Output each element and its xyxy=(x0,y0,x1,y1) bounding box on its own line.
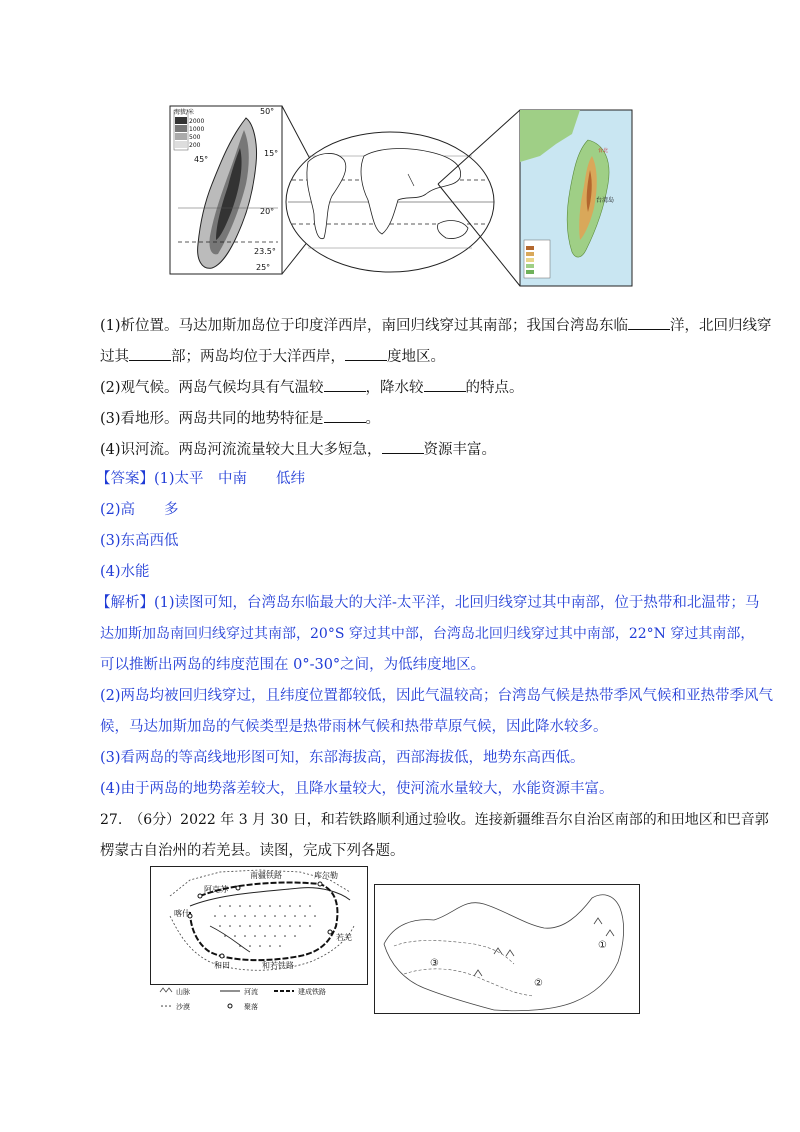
madagascar-map xyxy=(170,106,282,274)
q26-text: (2)观气候。两岛气候均具有气温较 xyxy=(100,380,324,396)
region-label: ② xyxy=(534,978,543,989)
answer-text: (1)太平 中南 低纬 xyxy=(154,471,306,487)
q26-text: ，降水较 xyxy=(365,380,424,396)
q26-text: (4)识河流。两岛河流流量较大且大多短急， xyxy=(100,442,382,458)
answer-line-2: (2)高 多 xyxy=(100,502,179,518)
legend-value: 2000 xyxy=(189,118,205,125)
map-label: 喀什 xyxy=(174,909,190,918)
taipei-label: 台北 xyxy=(598,148,609,154)
q26-text: 。 xyxy=(365,411,381,427)
region-label: ③ xyxy=(430,958,439,969)
answer-tag: 【答案】 xyxy=(96,471,154,487)
legend-item: 沙漠 xyxy=(176,1003,190,1011)
china-map xyxy=(374,884,640,1014)
answer-blank xyxy=(129,345,171,361)
lat-label: 25° xyxy=(256,263,271,272)
q26-text: 度地区。 xyxy=(387,349,445,365)
legend-item: 建成铁路 xyxy=(298,988,326,996)
q26-line-2 xyxy=(100,345,445,367)
map-label: 南疆铁路 xyxy=(250,871,282,880)
q26-text: (3)看地形。两岛共同的地势特征是 xyxy=(100,411,324,427)
lat-label: 45° xyxy=(194,155,209,164)
legend-item: 山脉 xyxy=(176,988,190,996)
q26-text: 部；两岛均位于大洋西岸， xyxy=(171,349,345,365)
legend-title: 海拔/米 xyxy=(174,109,195,116)
q26-text: (1)析位置。马达加斯加岛位于印度洋西岸，南回归线穿过其南部；我国台湾岛东临 xyxy=(100,318,629,334)
answer-blank xyxy=(324,407,366,423)
map-label: 和田 xyxy=(214,961,230,970)
taiwan-map xyxy=(520,110,632,286)
legend-item: 河流 xyxy=(244,988,258,996)
tarim-map xyxy=(150,866,368,1014)
answer-blank xyxy=(424,376,466,392)
q26-line-4 xyxy=(100,407,380,429)
top-figure xyxy=(168,104,638,288)
legend-value: 1000 xyxy=(189,126,205,133)
answer-blank xyxy=(345,345,387,361)
map-label: 阿克苏 xyxy=(204,885,228,894)
legend-item: 聚落 xyxy=(244,1003,258,1011)
analysis-tag: 【解析】 xyxy=(96,595,154,611)
q27-line-1: 27. （6分）2022 年 3 月 30 日，和若铁路顺利通过验收。连接新疆维吾尔自治区南部的和田地区和巴音郭 xyxy=(100,812,769,828)
lat-label: 15° xyxy=(264,149,279,158)
legend-value: 200 xyxy=(189,142,201,149)
map-label: 和若铁路 xyxy=(262,961,294,970)
answer-blank xyxy=(382,438,424,454)
q26-text: 过其 xyxy=(100,349,129,365)
q26-line-1 xyxy=(100,314,772,336)
map-legend xyxy=(160,987,326,1011)
world-map xyxy=(286,132,494,272)
region-label: ① xyxy=(598,940,607,951)
legend-value: 500 xyxy=(189,134,201,141)
map-label: 若羌 xyxy=(336,933,352,942)
q26-text: 的特点。 xyxy=(465,380,524,396)
taiwan-label: 台湾岛 xyxy=(596,197,615,204)
analysis-text: (1)读图可知，台湾岛东临最大的大洋-太平洋，北回归线穿过其中南部，位于热带和北温带；马 xyxy=(154,595,760,611)
q26-text: 资源丰富。 xyxy=(423,442,497,458)
map-label: 库尔勒 xyxy=(314,871,338,880)
answer-blank xyxy=(628,314,670,330)
q26-line-3 xyxy=(100,376,524,398)
analysis-line-4: (2)两岛均被回归线穿过，且纬度位置都较低，因此气温较高；台湾岛气候是热带季风气候和亚热带季风气 xyxy=(100,688,774,704)
lat-label: 50° xyxy=(260,107,275,116)
analysis-line-3: 可以推断出两岛的纬度范围在 0°-30°之间，为低纬度地区。 xyxy=(100,657,486,673)
answer-line-1 xyxy=(96,469,305,489)
q26-text: 洋，北回归线穿 xyxy=(670,318,772,334)
lat-label: 20° xyxy=(260,207,275,216)
analysis-line-7: (4)由于两岛的地势落差较大，且降水量较大，使河流水量较大，水能资源丰富。 xyxy=(100,781,614,797)
answer-blank xyxy=(324,376,366,392)
lat-label: 23.5° xyxy=(254,247,276,256)
analysis-line-2: 达加斯加岛南回归线穿过其南部，20°S 穿过其中部，台湾岛北回归线穿过其中南部，22°N 穿过其南部， xyxy=(100,626,755,642)
analysis-line-6: (3)看两岛的等高线地形图可知，东部海拔高，西部海拔低，地势东高西低。 xyxy=(100,750,585,766)
analysis-line-5: 候，马达加斯加岛的气候类型是热带雨林气候和热带草原气候，因此降水较多。 xyxy=(100,719,608,735)
analysis-line-1 xyxy=(96,593,759,613)
answer-line-3: (3)东高西低 xyxy=(100,533,179,549)
q26-line-5 xyxy=(100,438,496,460)
answer-line-4: (4)水能 xyxy=(100,564,150,580)
q27-line-2: 楞蒙古自治州的若羌县。读图，完成下列各题。 xyxy=(100,843,405,859)
